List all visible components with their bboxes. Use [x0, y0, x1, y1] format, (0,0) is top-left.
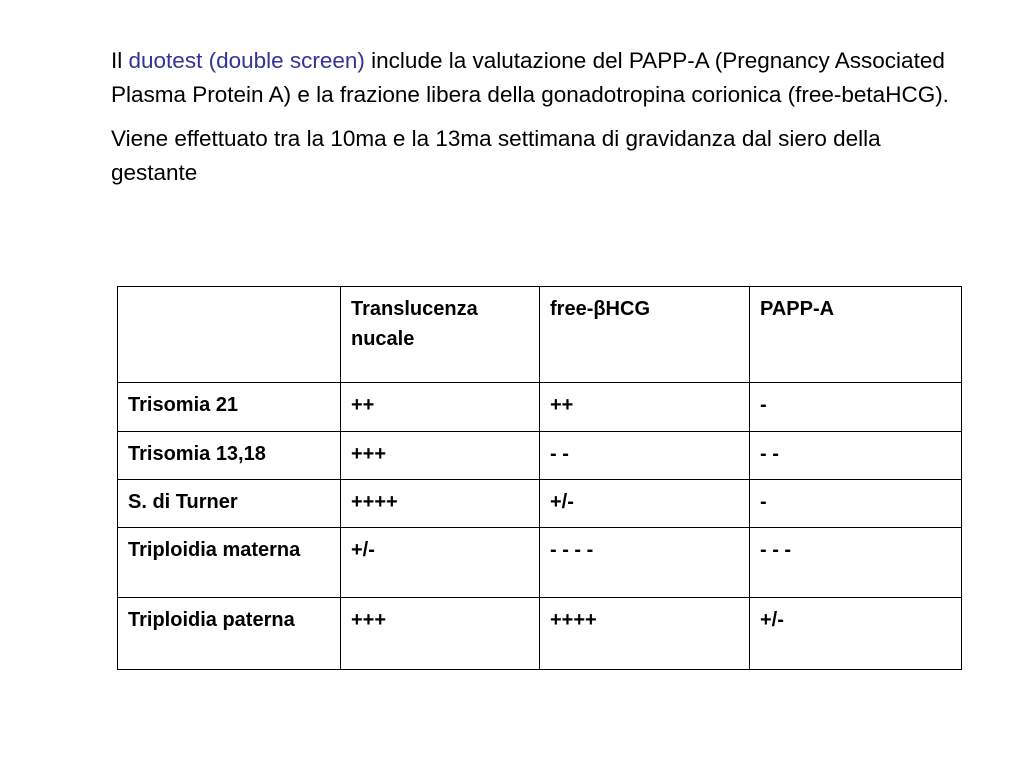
table-cell: ++: [540, 383, 750, 432]
table-cell: - - -: [750, 528, 962, 598]
row-label: Triploidia materna: [118, 528, 341, 598]
table-cell: +/-: [750, 598, 962, 670]
row-label: Trisomia 21: [118, 383, 341, 432]
table-row: [118, 383, 962, 432]
table-cell: -: [750, 383, 962, 432]
row-label: Trisomia 13,18: [118, 432, 341, 480]
header-cell-papp-a: PAPP-A: [750, 287, 962, 383]
duotest-highlight: duotest (double screen): [128, 48, 365, 73]
marker-table: [117, 286, 962, 670]
header-cell-empty: [118, 287, 341, 383]
table-cell: - -: [750, 432, 962, 480]
header-cell-free-bhcg: free-βHCG: [540, 287, 750, 383]
intro-text: [111, 44, 971, 190]
table-cell: +++: [341, 598, 540, 670]
table-row: [118, 432, 962, 480]
table-cell: - - - -: [540, 528, 750, 598]
table-header-row: [118, 287, 962, 383]
intro-paragraph-2: Viene effettuato tra la 10ma e la 13ma settimana di gravidanza dal siero della gestante: [111, 126, 881, 185]
header-cell-translucenza: Translucenza nucale: [341, 287, 540, 383]
table-cell: ++++: [341, 480, 540, 528]
table-cell: +++: [341, 432, 540, 480]
table-cell: ++: [341, 383, 540, 432]
table-row: [118, 480, 962, 528]
table-cell: +/-: [341, 528, 540, 598]
table-row: [118, 598, 962, 670]
table-row: [118, 528, 962, 598]
intro-paragraph-1: [111, 44, 971, 112]
table-cell: - -: [540, 432, 750, 480]
row-label: Triploidia paterna: [118, 598, 341, 670]
table-cell: +/-: [540, 480, 750, 528]
intro-rest: include la valutazione del PAPP-A (Pregnancy Associated Plasma Protein A) e la frazione libera della gonadotropina corionica (free-betaHCG).: [111, 48, 949, 107]
table-cell: -: [750, 480, 962, 528]
intro-lead: Il: [111, 48, 129, 73]
row-label: S. di Turner: [118, 480, 341, 528]
table-cell: ++++: [540, 598, 750, 670]
